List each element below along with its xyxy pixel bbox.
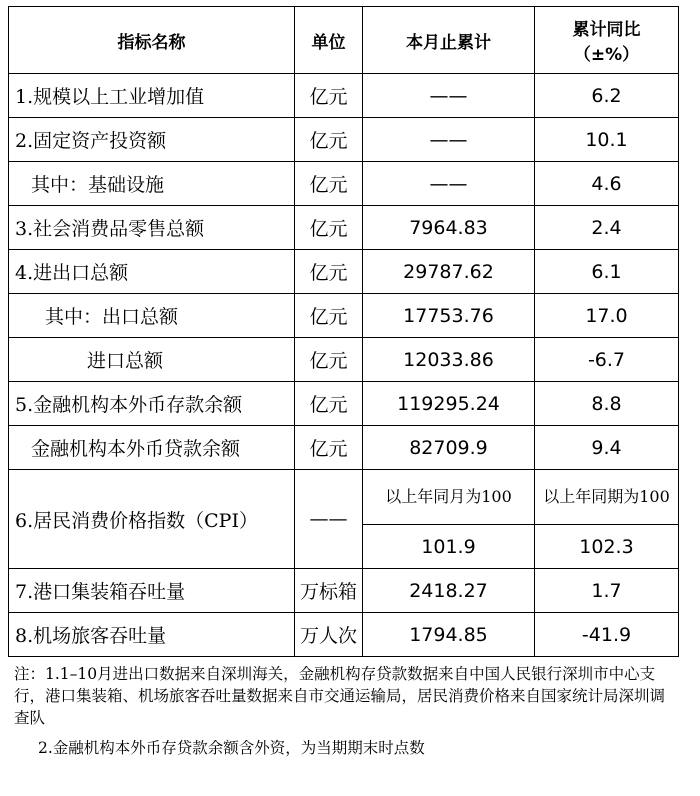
row-value: 2418.27: [363, 569, 535, 613]
row-name: 5.金融机构本外币存款余额: [9, 382, 295, 426]
row-unit: 亿元: [295, 162, 363, 206]
row-value: ——: [363, 162, 535, 206]
row-value: 12033.86: [363, 338, 535, 382]
header-name: 指标名称: [9, 7, 295, 74]
row-unit: 亿元: [295, 206, 363, 250]
row-unit: 亿元: [295, 294, 363, 338]
footnote-2: 2.金融机构本外币存贷款余额含外资，为当期期末时点数: [38, 739, 425, 757]
cpi-yoy: 102.3: [535, 525, 679, 569]
row-name: 其中：基础设施: [9, 162, 295, 206]
row-name: 金融机构本外币贷款余额: [9, 426, 295, 470]
table-row: [9, 74, 679, 118]
row-name: 1.规模以上工业增加值: [9, 74, 295, 118]
cpi-sub-left: 以上年同月为100: [363, 470, 535, 525]
table-row: [9, 426, 679, 470]
row-yoy: 17.0: [535, 294, 679, 338]
row-yoy: 8.8: [535, 382, 679, 426]
row-value: 82709.9: [363, 426, 535, 470]
row-yoy: 2.4: [535, 206, 679, 250]
cpi-row-top: [9, 470, 679, 525]
row-value: ——: [363, 118, 535, 162]
table-row: [9, 162, 679, 206]
row-name: 4.进出口总额: [9, 250, 295, 294]
header-cumulative: 本月止累计: [363, 7, 535, 74]
row-yoy: 10.1: [535, 118, 679, 162]
row-name: 其中：出口总额: [9, 294, 295, 338]
row-yoy: 6.2: [535, 74, 679, 118]
row-yoy: 9.4: [535, 426, 679, 470]
footnote-1: 注：1.1–10月进出口数据来自深圳海关，金融机构存贷款数据来自中国人民银行深圳市中心支行，港口集装箱、机场旅客吞吐量数据来自市交通运输局，居民消费价格来自国家统计局深圳调查队: [14, 665, 666, 727]
row-value: 1794.85: [363, 613, 535, 657]
row-yoy: 4.6: [535, 162, 679, 206]
row-value: 119295.24: [363, 382, 535, 426]
table-row: [9, 569, 679, 613]
row-unit: 亿元: [295, 382, 363, 426]
table-row: [9, 206, 679, 250]
header-yoy-line2: （±%）: [573, 45, 640, 65]
table-row: [9, 613, 679, 657]
header-yoy: [535, 7, 679, 74]
row-unit: 万人次: [295, 613, 363, 657]
row-name: 8.机场旅客吞吐量: [9, 613, 295, 657]
stats-table: [8, 6, 679, 657]
row-unit: 亿元: [295, 338, 363, 382]
cpi-unit: ——: [295, 470, 363, 569]
row-yoy: 1.7: [535, 569, 679, 613]
row-unit: 亿元: [295, 74, 363, 118]
row-name: 进口总额: [9, 338, 295, 382]
cpi-value: 101.9: [363, 525, 535, 569]
row-name: 7.港口集装箱吞吐量: [9, 569, 295, 613]
table-row: [9, 294, 679, 338]
cpi-name: 6.居民消费价格指数（CPI）: [9, 470, 295, 569]
table-row: [9, 118, 679, 162]
table-row: [9, 338, 679, 382]
cpi-sub-right: 以上年同期为100: [535, 470, 679, 525]
table-header-row: [9, 7, 679, 74]
row-value: 7964.83: [363, 206, 535, 250]
row-yoy: -6.7: [535, 338, 679, 382]
row-unit: 亿元: [295, 426, 363, 470]
row-name: 3.社会消费品零售总额: [9, 206, 295, 250]
row-name: 2.固定资产投资额: [9, 118, 295, 162]
row-unit: 亿元: [295, 250, 363, 294]
row-value: 17753.76: [363, 294, 535, 338]
row-value: ——: [363, 74, 535, 118]
row-value: 29787.62: [363, 250, 535, 294]
row-yoy: 6.1: [535, 250, 679, 294]
row-yoy: -41.9: [535, 613, 679, 657]
row-unit: 万标箱: [295, 569, 363, 613]
table-row: [9, 250, 679, 294]
row-unit: 亿元: [295, 118, 363, 162]
header-yoy-line1: 累计同比: [572, 20, 641, 40]
stats-table-container: [8, 6, 678, 759]
table-row: [9, 382, 679, 426]
header-unit: 单位: [295, 7, 363, 74]
